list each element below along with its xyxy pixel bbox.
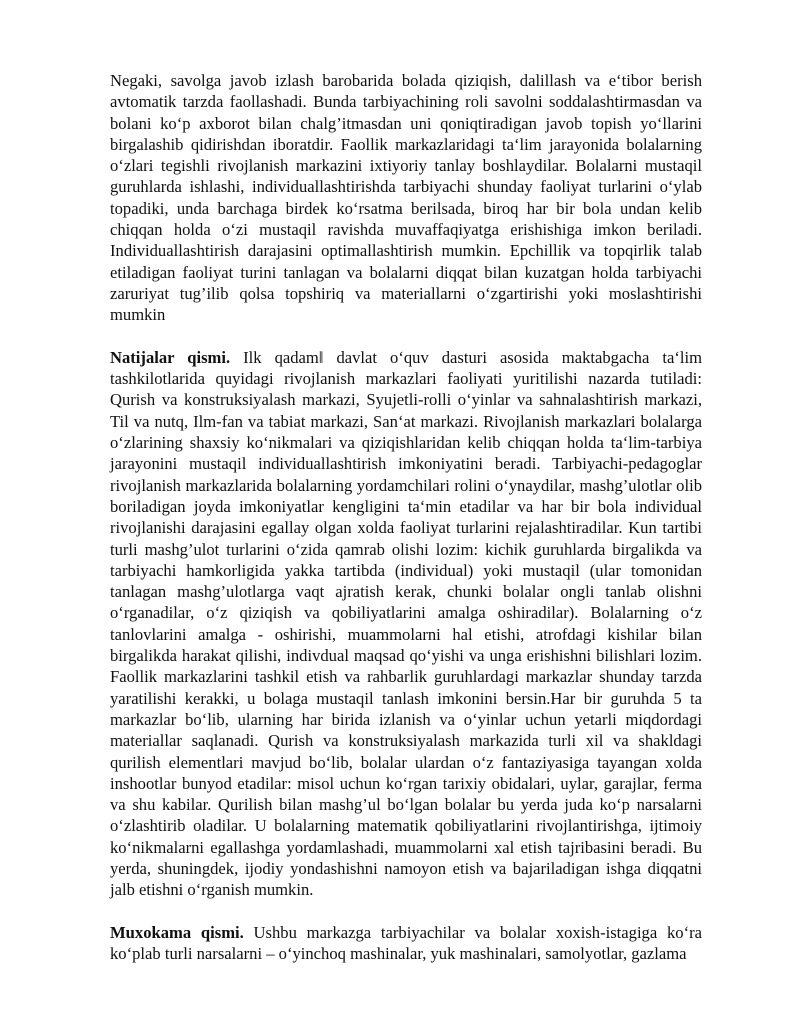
document-page	[110, 70, 702, 964]
paragraph-intro	[110, 70, 702, 326]
results-heading: Natijalar qismi.	[110, 347, 231, 367]
paragraph-discussion-text: Ushbu markazga tarbiyachilar va bolalar xoxish-istagiga ko‘ra ko‘plab turli narsalarni – o‘yinchoq mashinalar, yuk mashinalari, samolyotlar, gazlama	[110, 922, 702, 964]
paragraph-results	[110, 347, 702, 901]
paragraph-discussion	[110, 922, 702, 965]
paragraph-results-text: Ilk qadam‖ davlat o‘quv dasturi asosida maktabgacha ta‘lim tashkilotlarida quyidagi rivojlanish markazlari faoliyati yuritilishi nazarda tutiladi: Qurish va konstruksiyalash markazi, Syujetli-rolli o‘yinlar va sahnalashtirish markazi, Til va nutq, Ilm-fan va tabiat markazi, San‘at markazi. Rivojlanish markazlari bolalarga o‘zlarining shaxsiy ko‘nikmalari va qiziqishlaridan kelib chiqqan holda ta‘lim-tarbiya jarayonini mustaqil individuallashtirish imkoniyatini beradi. Tarbiyachi-pedagoglar rivojlanish markazlarida bolalarning yordamchilari rolini o‘ynaydilar, mashg’ulotlar olib boriladigan joyda imkoniyatlar kengligini ta‘min etadilar va har bir bola individual rivojlanishi darajasini egallay olgan xolda faoliyat turlarini rejalashtiradilar. Kun tartibi turli mashg’ulot turlarini o‘zida qamrab olishi lozim: kichik guruhlarda birgalikda va tarbiyachi hamkorligida yakka tartibda (individual) yoki mustaqil (ular tomonidan tanlagan mashg’ulotlarga vaqt ajratish kerak, chunki bolalar ongli tanlab olishni o‘rganadilar, o‘z qiziqish va qobiliyatlarini amalga oshiradilar). Bolalarning o‘z tanlovlarini amalga - oshirishi, muammolarni hal etishi, atrofdagi kishilar bilan birgalikda harakat qilishi, indivdual maqsad qo‘yishi va unga erishishni bilishlari lozim. Faollik markazlarini tashkil etish va rahbarlik guruhlardagi markazlar shunday tarzda yaratilishi kerakki, u bolaga mustaqil tanlash imkonini bersin.Har bir guruhda 5 ta markazlar bo‘lib, ularning har birida izlanish va o‘yinlar uchun yetarli miqdordagi materiallar saqlanadi. Qurish va konstruksiyalash markazida turli xil va shakldagi qurilish elementlari mavjud bo‘lib, bolalar ulardan o‘z fantaziyasiga tayangan xolda inshootlar bunyod etadilar: misol uchun ko‘rgan tarixiy obidalari, uylar, garajlar, ferma va shu kabilar. Qurilish bilan mashg’ul bo‘lgan bolalar bu yerda juda ko‘p narsalarni o‘zlashtirib oladilar. U bolalarning matematik qobiliyatlarini rivojlantirishga, ijtimoiy ko‘nikmalarni egallashga yordamlashadi, muammolarni xal etish tajribasini beradi. Bu yerda, shuningdek, ijodiy yondashishni namoyon etish va bajariladigan ishga diqqatni jalb etishni o‘rganish mumkin.	[110, 347, 702, 900]
paragraph-intro-text: Negaki, savolga javob izlash barobarida bolada qiziqish, dalillash va e‘tibor berish avtomatik tarzda faollashadi. Bunda tarbiyachining roli savolni soddalashtirmasdan va bolani ko‘p axborot bilan chalg’itmasdan uni qoniqtiradigan javob topish yo‘llarini birgalashib qidirishdan iboratdir. Faollik markazlaridagi ta‘lim jarayonida bolalarning o‘zlari tegishli rivojlanish markazini ixtiyoriy tanlay boshlaydilar. Bolalarni mustaqil guruhlarda ishlashi, individuallashtirishda tarbiyachi shunday faoliyat turlarini o‘ylab topadiki, unda barchaga birdek ko‘rsatma berilsada, biroq har bir bola undan kelib chiqqan holda o‘zi mustaqil ravishda muvaffaqiyatga erishishiga imkon beriladi. Individuallashtirish darajasini optimallashtirish mumkin. Epchillik va topqirlik talab etiladigan faoliyat turini tanlagan va bolalarni diqqat bilan kuzatgan holda tarbiyachi zaruriyat tug’ilib qolsa topshiriq va materiallarni o‘zgartirishi yoki moslashtirishi mumkin	[110, 71, 702, 325]
discussion-heading: Muxokama qismi.	[110, 922, 244, 942]
